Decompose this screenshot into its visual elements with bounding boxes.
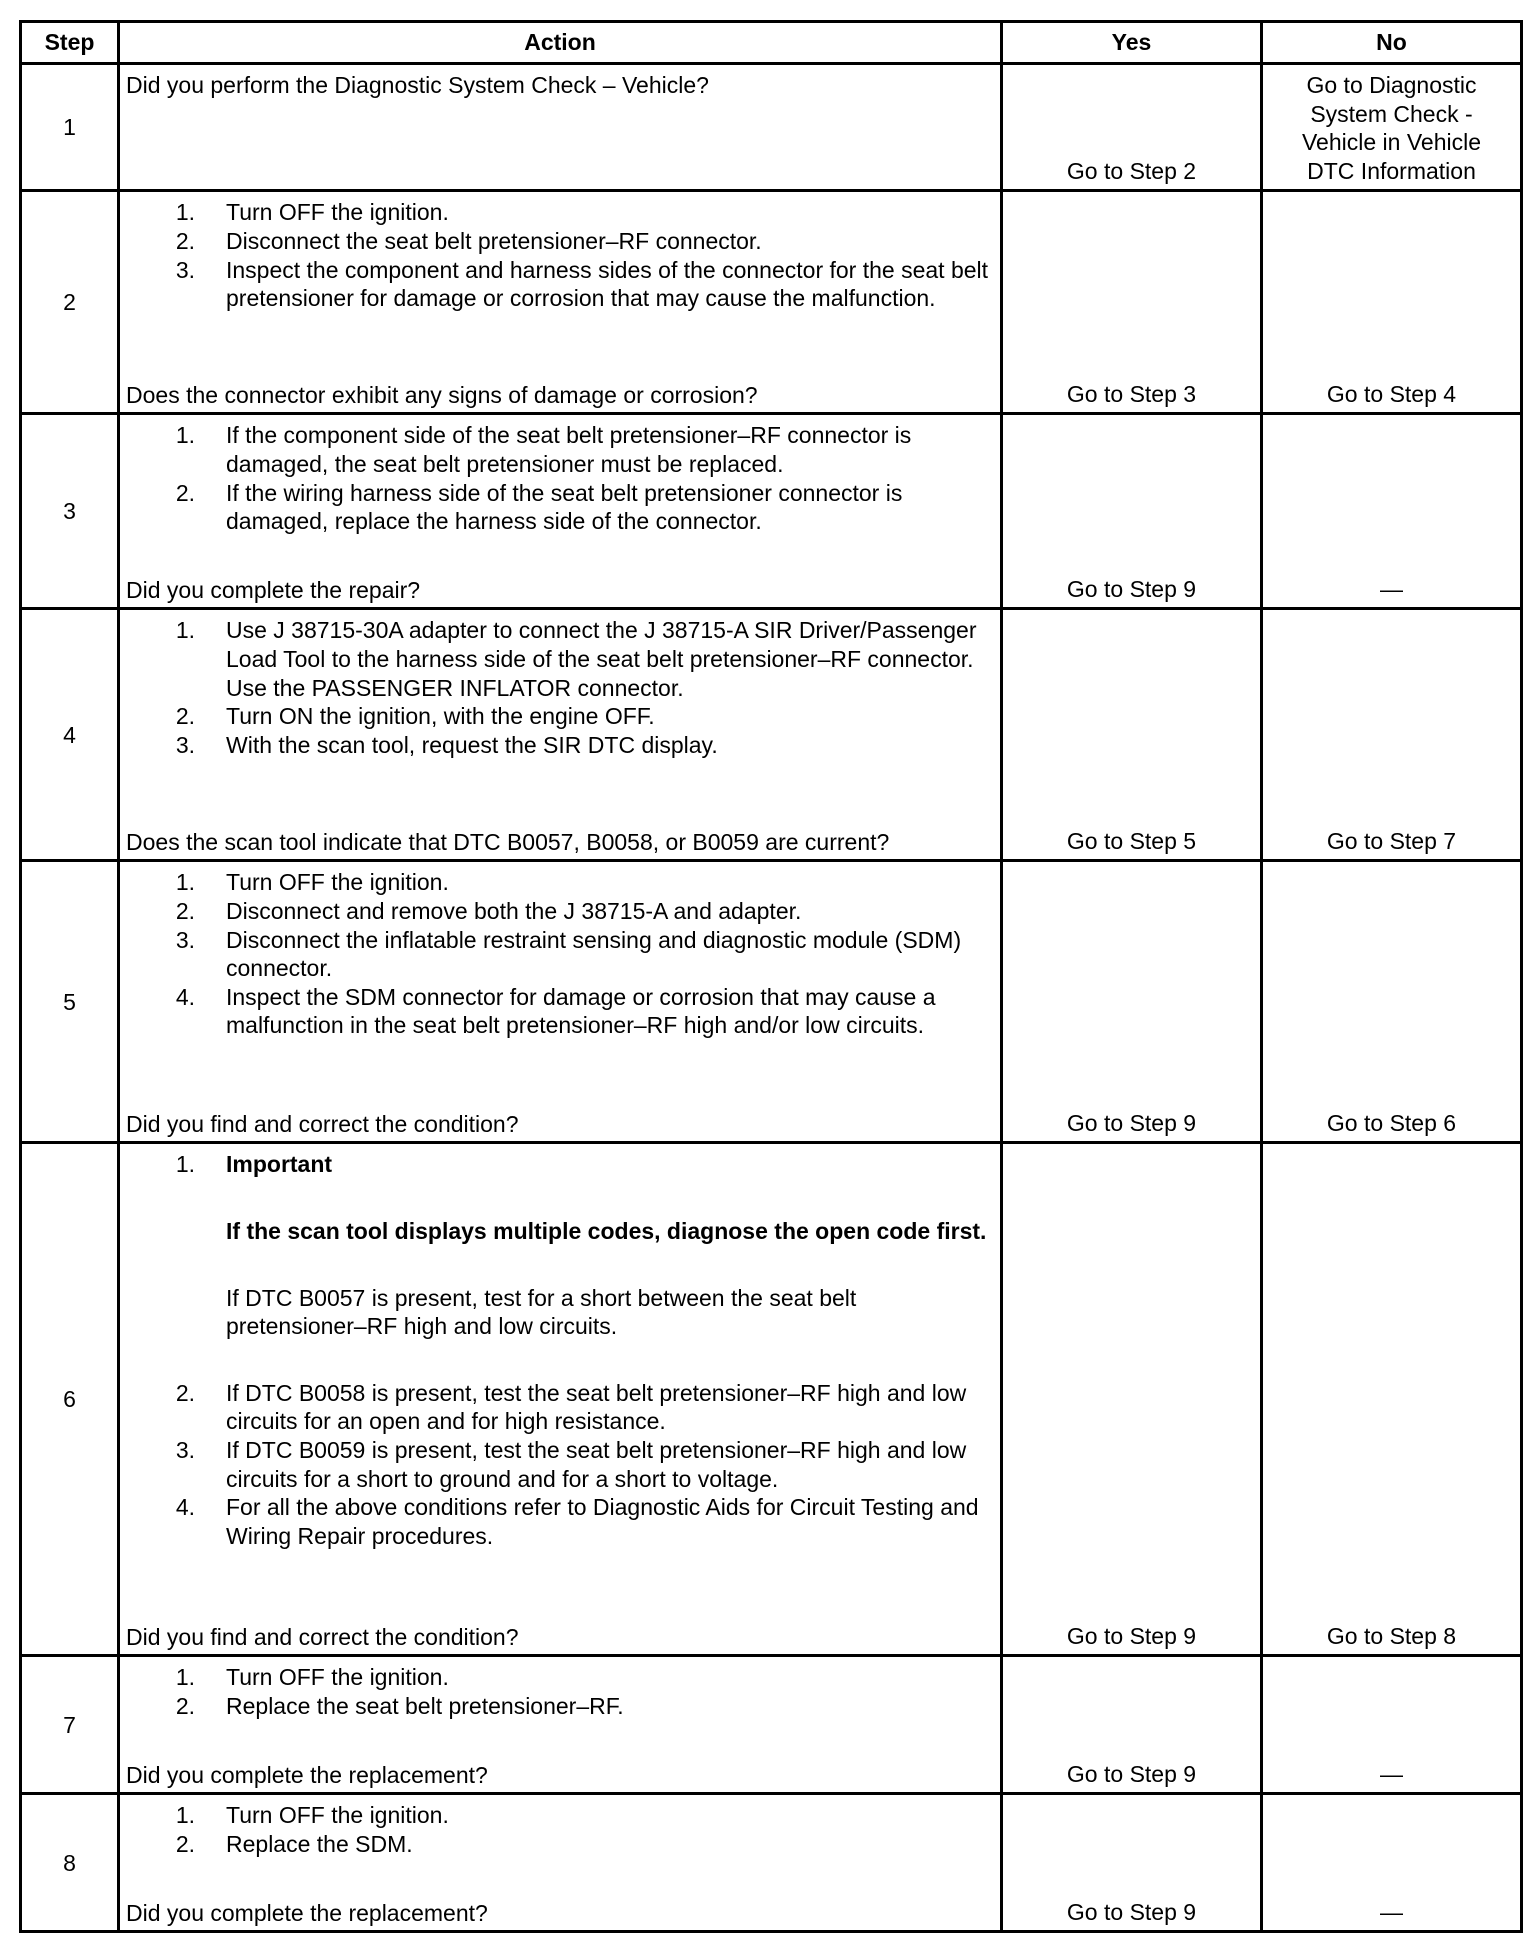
list-item: 1. Turn OFF the ignition. (175, 199, 449, 226)
yes-result: Go to Step 9 (1002, 1794, 1262, 1932)
list-item: 2. Turn ON the ignition, with the engine OFF. (175, 703, 655, 730)
yes-result: Go to Step 2 (1002, 64, 1262, 191)
action-question: Did you perform the Diagnostic System Check – Vehicle? (126, 72, 709, 98)
step-number: 4 (21, 609, 119, 861)
list-item: 1. Turn OFF the ignition. (175, 1664, 449, 1691)
step-number: 6 (21, 1143, 119, 1656)
list-item: 2. Disconnect the seat belt pretensioner–RF connector. (175, 227, 762, 254)
action-cell (119, 1794, 1002, 1932)
yes-result: Go to Step 9 (1002, 414, 1262, 609)
step-number: 7 (21, 1656, 119, 1794)
step-row-6 (21, 1143, 1522, 1656)
list-item: 1. Turn OFF the ignition. (175, 869, 449, 896)
step-row-4 (21, 609, 1522, 861)
step-row-5 (21, 861, 1522, 1143)
action-cell (119, 1656, 1002, 1794)
action-question: Did you complete the replacement? (126, 1899, 488, 1926)
no-result: — (1262, 414, 1522, 609)
header-action: Action (119, 22, 1002, 64)
action-steps (126, 1801, 994, 1858)
list-item: 2. Replace the SDM. (175, 1830, 413, 1857)
action-cell (119, 414, 1002, 609)
no-result: — (1262, 1656, 1522, 1794)
list-item: 3. Disconnect the inflatable restraint sensing and diagnostic module (SDM) connector. (175, 926, 962, 982)
step-row-7 (21, 1656, 1522, 1794)
list-item: 3. If DTC B0059 is present, test the seat belt pretensioner–RF high and low circuits for a short to ground and for a short to voltage. (175, 1436, 967, 1492)
action-question: Did you complete the repair? (126, 576, 421, 603)
step-number: 1 (21, 64, 119, 191)
action-steps (126, 198, 994, 312)
list-item: 4. Inspect the SDM connector for damage or corrosion that may cause a malfunction in the seat belt pretensioner–RF high and/or low circuits. (175, 983, 936, 1039)
header-yes: Yes (1002, 22, 1262, 64)
list-item: 3. Inspect the component and harness sides of the connector for the seat belt pretensioner for damage or corrosion that may cause the malfunction. (175, 256, 989, 312)
list-item: 3. With the scan tool, request the SIR DTC display. (175, 731, 718, 758)
important-text: If DTC B0057 is present, test for a short between the seat belt pretensioner–RF high and low circuits. (226, 1284, 857, 1340)
step-number: 2 (21, 191, 119, 414)
action-question: Does the connector exhibit any signs of damage or corrosion? (126, 381, 758, 408)
list-item: 1. Use J 38715-30A adapter to connect the J 38715-A SIR Driver/Passenger Load Tool to the harness side of the seat belt pretensioner–RF connector. Use the PASSENGER INFLATOR connector. (175, 617, 977, 701)
no-result: — (1262, 1794, 1522, 1932)
list-item: 2. If DTC B0058 is present, test the seat belt pretensioner–RF high and low circuits for an open and for high resistance. (175, 1379, 967, 1435)
no-result: Go to Step 8 (1262, 1143, 1522, 1656)
step-number: 8 (21, 1794, 119, 1932)
action-question: Does the scan tool indicate that DTC B0057, B0058, or B0059 are current? (126, 828, 890, 855)
no-result: Go to Diagnostic System Check - Vehicle in Vehicle DTC Information (1262, 64, 1522, 191)
list-item: 4. For all the above conditions refer to Diagnostic Aids for Circuit Testing and Wiring Repair procedures. (175, 1494, 979, 1549)
step-row-3 (21, 414, 1522, 609)
list-item: 2. Disconnect and remove both the J 38715-A and adapter. (175, 897, 802, 924)
yes-result: Go to Step 5 (1002, 609, 1262, 861)
no-result: Go to Step 6 (1262, 861, 1522, 1143)
step-number: 3 (21, 414, 119, 609)
action-steps (126, 616, 994, 759)
action-cell (119, 191, 1002, 414)
step-row-2 (21, 191, 1522, 414)
action-steps (126, 868, 994, 1040)
important-note: If the scan tool displays multiple codes, diagnose the open code first. (226, 1217, 987, 1244)
header-no: No (1262, 22, 1522, 64)
diagnostic-table (19, 20, 1523, 1933)
yes-result: Go to Step 9 (1002, 1656, 1262, 1794)
list-item: 2. If the wiring harness side of the seat belt pretensioner connector is damaged, replace the harness side of the connector. (175, 479, 903, 535)
action-steps (126, 1150, 994, 1550)
action-cell (119, 64, 1002, 191)
step-row-1 (21, 64, 1522, 191)
action-question: Did you find and correct the condition? (126, 1110, 519, 1137)
action-cell (119, 861, 1002, 1143)
step-row-8 (21, 1794, 1522, 1932)
list-item: 1. If the component side of the seat belt pretensioner–RF connector is damaged, the seat belt pretensioner must be replaced. (175, 422, 912, 477)
action-question: Did you complete the replacement? (126, 1761, 488, 1788)
step-number: 5 (21, 861, 119, 1143)
important-item: 1. Important If the scan tool displays multiple codes, diagnose the open code first. If DTC B0057 is present, test for a short between the seat belt pretensioner–RF high and low circuits. (126, 1150, 994, 1340)
list-item: 1. Turn OFF the ignition. (175, 1802, 449, 1829)
yes-result: Go to Step 3 (1002, 191, 1262, 414)
important-title: Important (226, 1151, 333, 1178)
header-row (21, 22, 1522, 64)
action-question: Did you find and correct the condition? (126, 1623, 519, 1650)
yes-result: Go to Step 9 (1002, 861, 1262, 1143)
action-cell (119, 1143, 1002, 1656)
no-result: Go to Step 7 (1262, 609, 1522, 861)
list-item: 2. Replace the seat belt pretensioner–RF. (175, 1692, 624, 1719)
action-cell (119, 609, 1002, 861)
no-result: Go to Step 4 (1262, 191, 1522, 414)
action-steps (126, 1663, 994, 1720)
yes-result: Go to Step 9 (1002, 1143, 1262, 1656)
header-step: Step (21, 22, 119, 64)
action-steps (126, 421, 994, 535)
